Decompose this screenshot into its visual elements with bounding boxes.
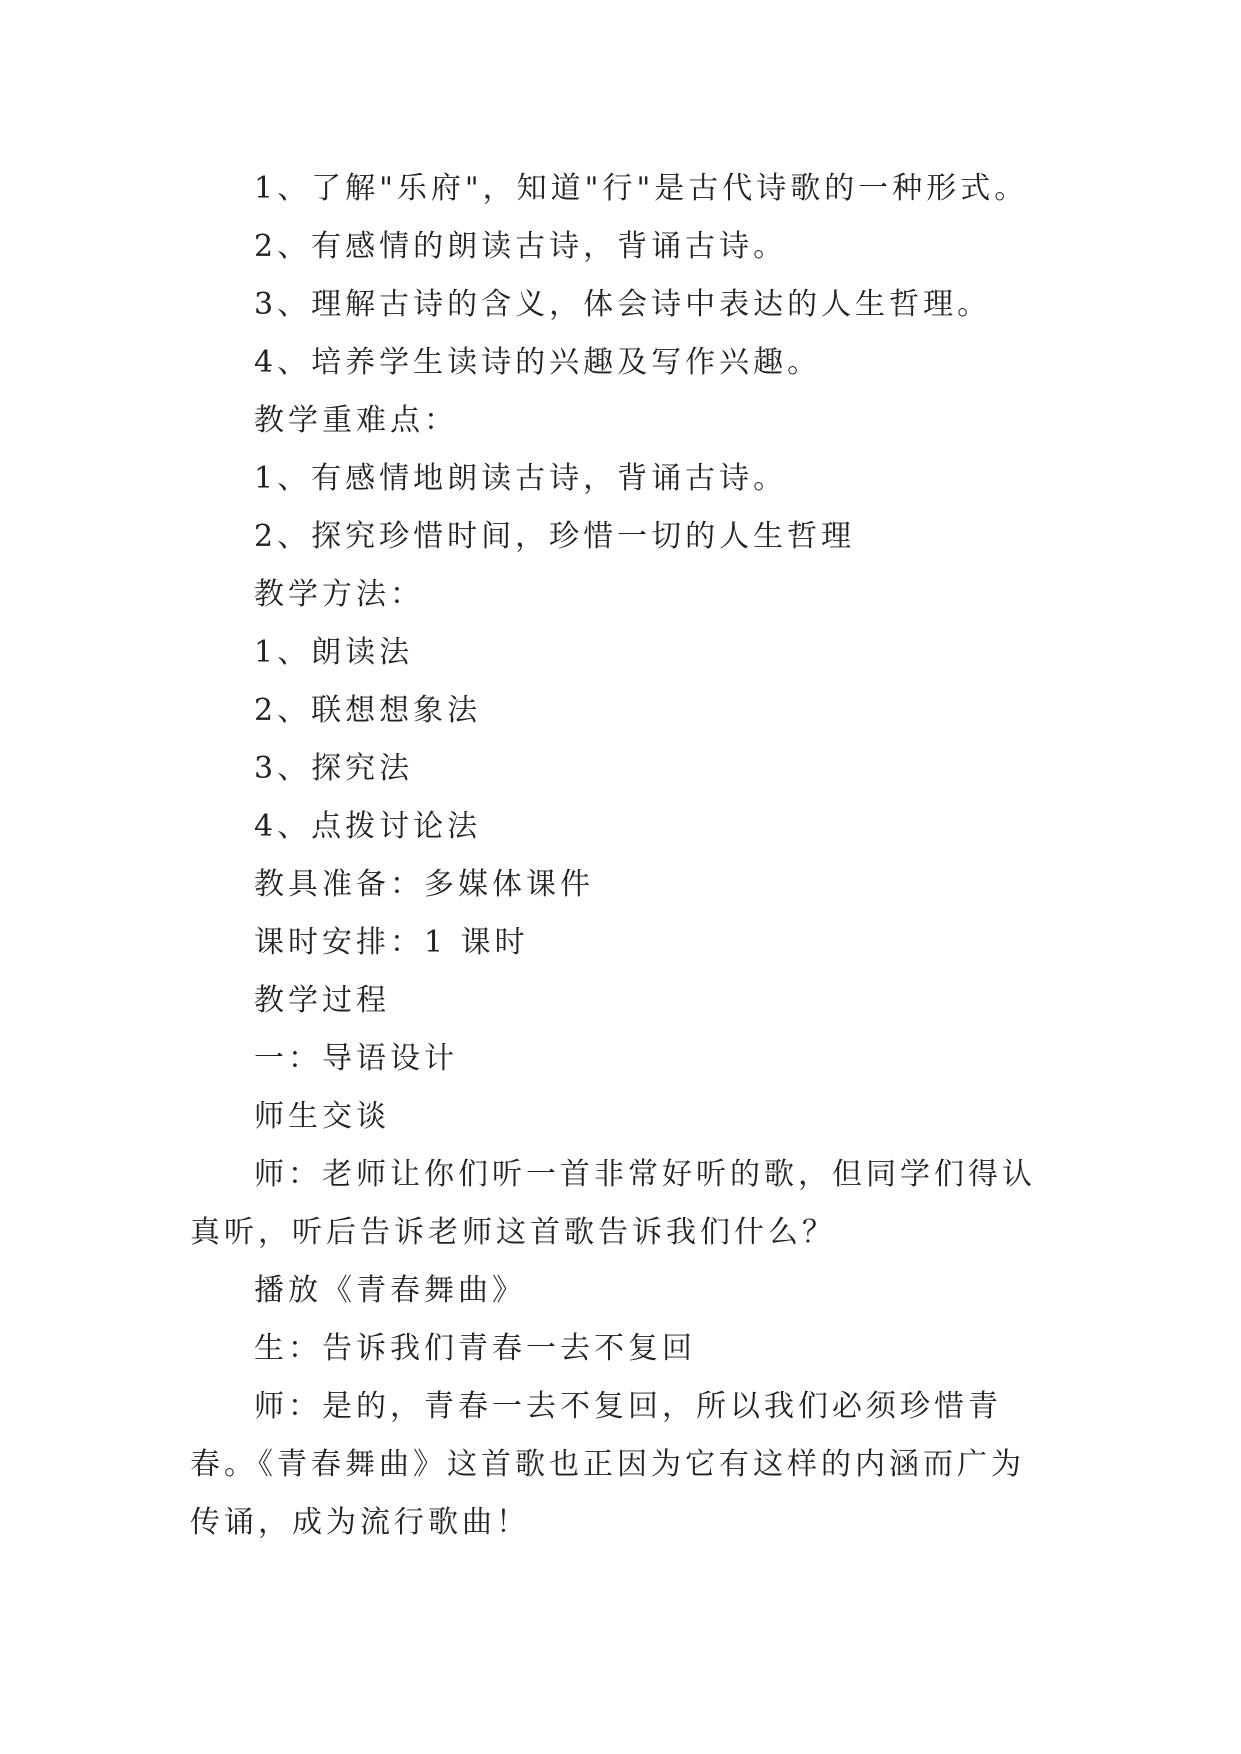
- section-heading-intro-design: 一：导语设计: [254, 1041, 458, 1076]
- section-heading-key-points: 教学重难点：: [254, 403, 458, 438]
- section-heading-methods: 教学方法：: [254, 577, 424, 612]
- paragraph-student-1: 生：告诉我们青春一去不复回: [254, 1331, 696, 1366]
- paragraph-objective-1: 1、了解"乐府"，知道"行"是古代诗歌的一种形式。: [254, 171, 1029, 206]
- paragraph-class-hours: 课时安排：1 课时: [254, 925, 529, 960]
- paragraph-play-song: 播放《青春舞曲》: [254, 1273, 526, 1308]
- paragraph-method-1: 1、朗读法: [254, 635, 414, 670]
- paragraph-conversation: 师生交谈: [254, 1099, 390, 1134]
- section-heading-process: 教学过程: [254, 983, 390, 1018]
- document-body: [190, 160, 1050, 1552]
- paragraph-key-point-2: 2、探究珍惜时间，珍惜一切的人生哲理: [254, 519, 856, 554]
- paragraph-method-2: 2、联想想象法: [254, 693, 482, 728]
- paragraph-key-point-1: 1、有感情地朗读古诗，背诵古诗。: [254, 461, 788, 496]
- paragraph-objective-4: 4、培养学生读诗的兴趣及写作兴趣。: [254, 345, 822, 380]
- paragraph-objective-3: 3、理解古诗的含义，体会诗中表达的人生哲理。: [254, 287, 992, 322]
- paragraph-objective-2: 2、有感情的朗读古诗，背诵古诗。: [254, 229, 788, 264]
- paragraph-teaching-aids: 教具准备：多媒体课件: [254, 867, 594, 902]
- paragraph-method-4: 4、点拨讨论法: [254, 809, 482, 844]
- paragraph-teacher-1: 师：老师让你们听一首非常好听的歌，但同学们得认真听，听后告诉老师这首歌告诉我们什么？: [190, 1157, 1036, 1250]
- paragraph-teacher-2: 师：是的，青春一去不复回，所以我们必须珍惜青春。《青春舞曲》这首歌也正因为它有这样的内涵而广为传诵，成为流行歌曲！: [190, 1389, 1025, 1540]
- paragraph-method-3: 3、探究法: [254, 751, 414, 786]
